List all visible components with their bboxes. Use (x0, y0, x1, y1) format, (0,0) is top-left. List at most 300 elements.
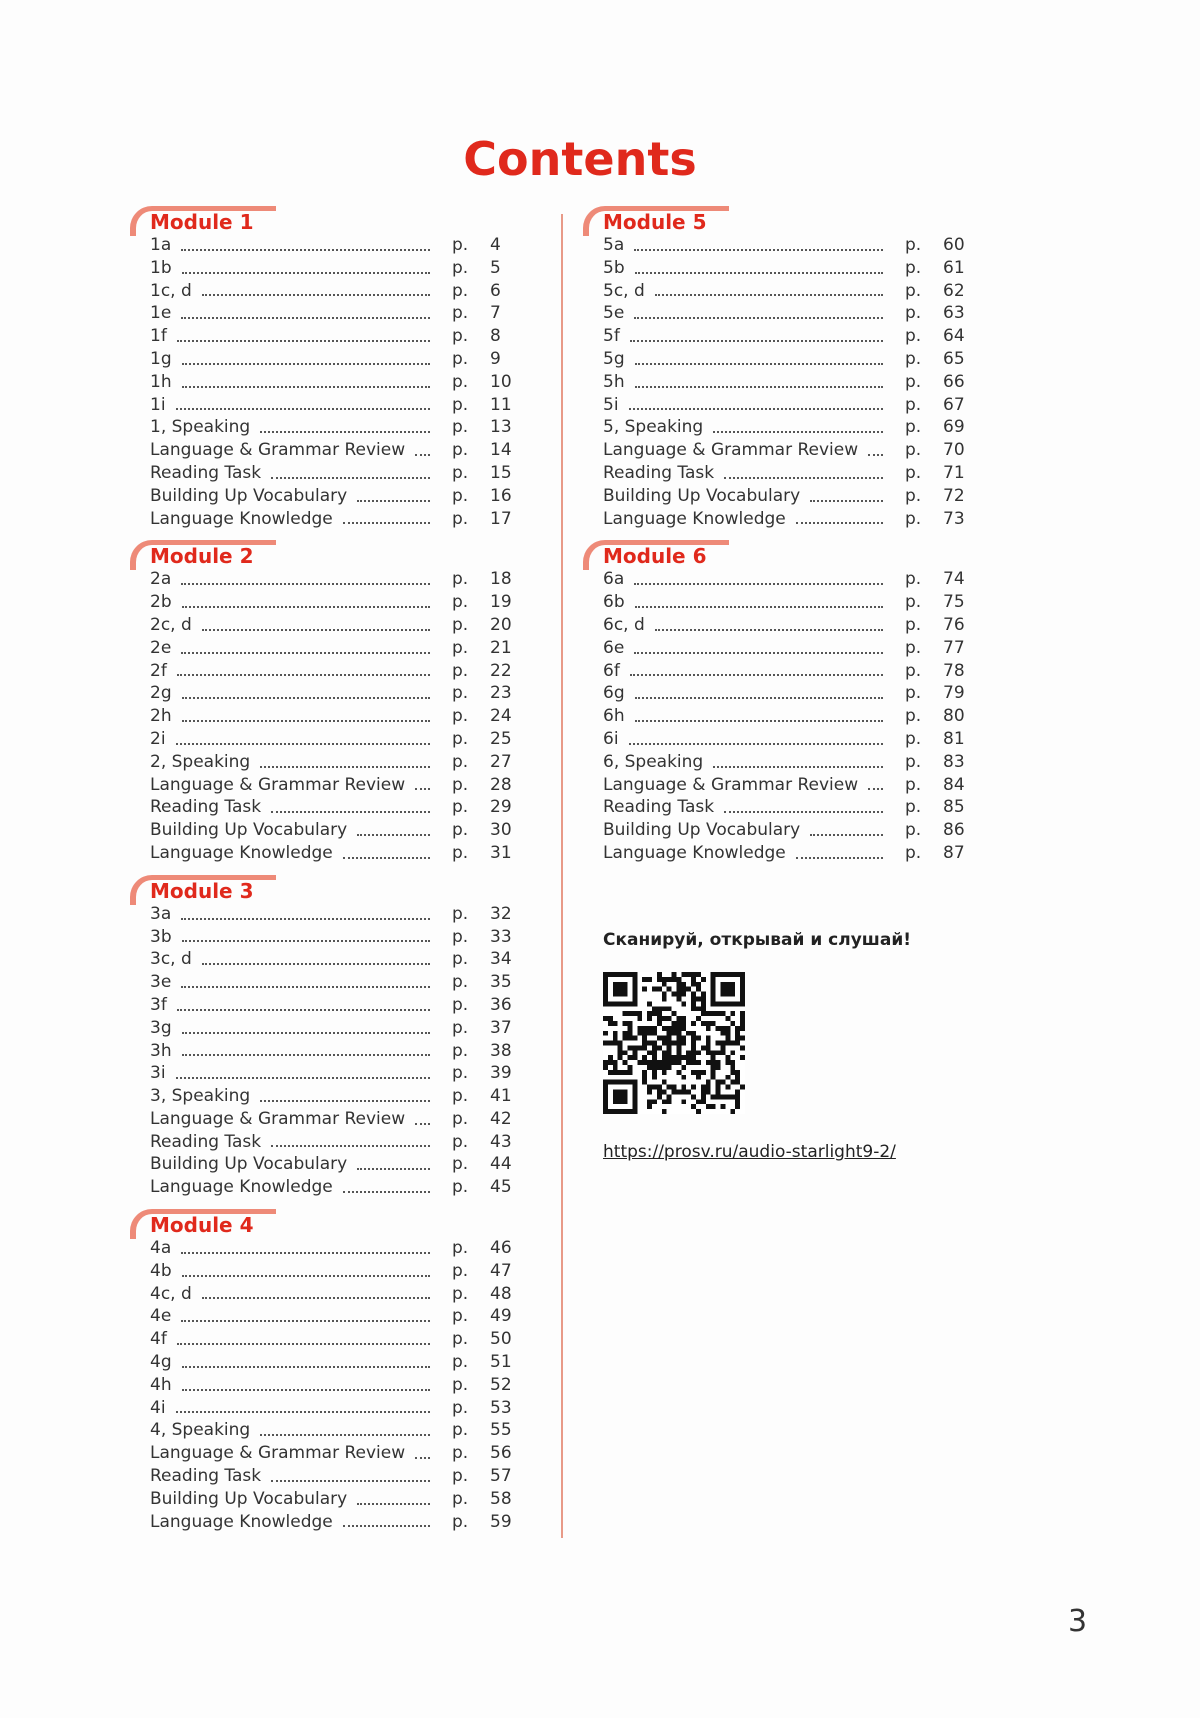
entry-page-number: 84 (943, 774, 965, 795)
module-heading (583, 540, 983, 568)
entry-label-group (583, 462, 905, 485)
toc-entry[interactable] (130, 1419, 530, 1442)
toc-entry[interactable] (130, 705, 530, 728)
dot-leader (181, 912, 430, 920)
toc-entry[interactable] (130, 1017, 530, 1040)
page-prefix: p. (452, 1017, 469, 1038)
entry-label-group (583, 485, 905, 508)
page-prefix: p. (452, 820, 469, 841)
toc-entry[interactable] (130, 1131, 530, 1154)
entry-label: 1, Speaking (150, 417, 251, 438)
entry-label: 5, Speaking (603, 417, 704, 438)
entry-label: 4c, d (150, 1283, 192, 1304)
page-prefix: p. (905, 440, 922, 461)
toc-entry[interactable] (130, 1511, 530, 1534)
page-prefix: p. (905, 592, 922, 613)
dot-leader (202, 623, 430, 631)
module-section (130, 875, 530, 1199)
toc-entry[interactable] (130, 439, 530, 462)
page-prefix: p. (452, 462, 469, 483)
entry-label-group (583, 371, 905, 394)
entry-label-group (130, 234, 452, 257)
toc-entry[interactable] (130, 660, 530, 683)
entry-page-number: 39 (490, 1063, 512, 1084)
toc-entry[interactable] (130, 1488, 530, 1511)
toc-entry[interactable] (130, 1085, 530, 1108)
entry-label: Language & Grammar Review (150, 1443, 406, 1464)
entry-label: 6i (603, 728, 619, 749)
entry-page-number: 81 (943, 728, 965, 749)
page-prefix: p. (905, 774, 922, 795)
toc-entry[interactable] (130, 903, 530, 926)
column-divider (561, 214, 563, 1538)
entry-label: 1i (150, 394, 166, 415)
entry-label: 1h (150, 371, 172, 392)
module-title: Module 6 (603, 544, 707, 569)
toc-entry[interactable] (583, 660, 983, 683)
entry-label: 4g (150, 1352, 172, 1373)
toc-entry[interactable] (130, 819, 530, 842)
entry-label: 5a (603, 235, 625, 255)
entry-label: 5i (603, 394, 619, 415)
entry-label-group (130, 280, 452, 303)
page-prefix: p. (452, 614, 469, 635)
toc-entry[interactable] (583, 234, 983, 257)
entry-page-number: 51 (490, 1352, 512, 1373)
entry-label: Language & Grammar Review (150, 1108, 406, 1129)
toc-entry[interactable] (583, 485, 983, 508)
toc-entry[interactable] (583, 508, 983, 531)
page-prefix: p. (452, 926, 469, 947)
page-prefix: p. (452, 1283, 469, 1304)
entry-label: 5h (603, 371, 625, 392)
toc-entry[interactable] (583, 637, 983, 660)
entry-page-number: 43 (490, 1131, 512, 1152)
toc-entry[interactable] (130, 774, 530, 797)
entry-label-group (583, 439, 905, 462)
toc-entry[interactable] (130, 325, 530, 348)
module-heading (130, 540, 530, 568)
page-prefix: p. (452, 1040, 469, 1061)
toc-entry[interactable] (583, 796, 983, 819)
entry-page-number: 78 (943, 660, 965, 681)
dot-leader (634, 243, 883, 251)
entry-label: Building Up Vocabulary (603, 485, 801, 506)
toc-entry[interactable] (130, 1040, 530, 1063)
entry-label-group (130, 1131, 452, 1154)
module-heading (130, 1209, 530, 1237)
entry-label: 2, Speaking (150, 751, 251, 772)
entry-label: 4i (150, 1397, 166, 1418)
page-prefix: p. (452, 1488, 469, 1509)
dot-leader (182, 357, 430, 365)
toc-entry[interactable] (130, 1176, 530, 1199)
entry-label: Language & Grammar Review (150, 440, 406, 461)
toc-entry[interactable] (583, 280, 983, 303)
dot-leader (182, 1383, 430, 1391)
dot-leader (271, 471, 430, 479)
page-prefix: p. (452, 1086, 469, 1107)
entry-label: 5f (603, 326, 620, 347)
entry-label-group (130, 1442, 452, 1465)
entry-page-number: 44 (490, 1154, 512, 1175)
entry-label-group (130, 660, 452, 683)
toc-entry[interactable] (130, 971, 530, 994)
entry-label: Reading Task (150, 462, 262, 483)
page-prefix: p. (452, 972, 469, 993)
entry-label: Reading Task (150, 1466, 262, 1487)
entry-page-number: 41 (490, 1086, 512, 1107)
toc-entry[interactable] (130, 682, 530, 705)
toc-entry[interactable] (130, 508, 530, 531)
toc-entry[interactable] (583, 394, 983, 417)
dot-leader (260, 760, 430, 768)
toc-entry[interactable] (583, 439, 983, 462)
page-prefix: p. (452, 994, 469, 1015)
entry-label-group (130, 257, 452, 280)
toc-entry[interactable] (130, 1442, 530, 1465)
entry-label-group (583, 614, 905, 637)
page-prefix: p. (452, 1238, 469, 1259)
entry-page-number: 10 (490, 371, 512, 392)
entry-label: Building Up Vocabulary (150, 485, 348, 506)
entry-page-number: 34 (490, 949, 512, 970)
toc-entry[interactable] (130, 796, 530, 819)
page-prefix: p. (905, 728, 922, 749)
page-prefix: p. (452, 751, 469, 772)
page-prefix: p. (452, 1063, 469, 1084)
dot-leader (176, 737, 430, 745)
module-section (583, 206, 983, 530)
dot-leader (713, 760, 883, 768)
dot-leader (177, 1003, 430, 1011)
entry-label-group (130, 994, 452, 1017)
entry-label-group (130, 371, 452, 394)
entry-label-group (583, 348, 905, 371)
entry-label: 2h (150, 706, 172, 727)
entry-label-group (583, 568, 905, 591)
toc-entry[interactable] (130, 485, 530, 508)
entry-label-group (130, 682, 452, 705)
dot-leader (202, 957, 430, 965)
entry-label-group (130, 508, 452, 531)
entry-label-group (130, 416, 452, 439)
dot-leader (810, 494, 883, 502)
dot-leader (357, 1162, 430, 1170)
entry-page-number: 72 (943, 485, 965, 506)
toc-entry[interactable] (130, 1237, 530, 1260)
toc-entry[interactable] (583, 751, 983, 774)
toc-entry[interactable] (130, 280, 530, 303)
entry-label-group (130, 1108, 452, 1131)
entry-page-number: 32 (490, 903, 512, 924)
entry-label-group (130, 1062, 452, 1085)
entry-page-number: 42 (490, 1108, 512, 1129)
toc-entry[interactable] (130, 257, 530, 280)
toc-entry[interactable] (130, 1397, 530, 1420)
audio-link[interactable]: https://prosv.ru/audio-starlight9-2/ (603, 1142, 896, 1162)
toc-entry[interactable] (130, 926, 530, 949)
toc-entry[interactable] (130, 1374, 530, 1397)
page-prefix: p. (905, 751, 922, 772)
dot-leader (343, 851, 430, 859)
dot-leader (271, 805, 430, 813)
page-prefix: p. (452, 371, 469, 392)
dot-leader (796, 851, 883, 859)
toc-entry[interactable] (130, 568, 530, 591)
toc-entry[interactable] (583, 416, 983, 439)
dot-leader (176, 402, 430, 410)
page-prefix: p. (905, 660, 922, 681)
toc-entry[interactable] (130, 1062, 530, 1085)
page-prefix: p. (905, 280, 922, 301)
entry-label: 2a (150, 569, 172, 590)
entry-label-group (130, 614, 452, 637)
entry-page-number: 18 (490, 569, 512, 590)
page-number: 3 (1068, 1604, 1088, 1639)
entry-label-group (130, 1260, 452, 1283)
toc-entry[interactable] (130, 1351, 530, 1374)
toc-entry[interactable] (130, 1328, 530, 1351)
toc-entry[interactable] (130, 1465, 530, 1488)
entry-label-group (130, 1374, 452, 1397)
page-prefix: p. (905, 462, 922, 483)
entry-label: 1c, d (150, 280, 192, 301)
toc-entry[interactable] (583, 591, 983, 614)
dot-leader (630, 334, 883, 342)
dot-leader (182, 266, 430, 274)
entry-page-number: 55 (490, 1420, 512, 1441)
entry-label: 4f (150, 1329, 167, 1350)
entry-label-group (130, 394, 452, 417)
entry-page-number: 7 (490, 303, 501, 324)
toc-entry[interactable] (130, 371, 530, 394)
toc-entry[interactable] (583, 257, 983, 280)
entry-label: 3e (150, 972, 172, 993)
entry-page-number: 70 (943, 440, 965, 461)
dot-leader (343, 516, 430, 524)
dot-leader (343, 1185, 430, 1193)
dot-leader (176, 1405, 430, 1413)
page-prefix: p. (905, 706, 922, 727)
toc-entry[interactable] (583, 705, 983, 728)
entry-label-group (130, 302, 452, 325)
toc-entry[interactable] (583, 348, 983, 371)
entry-page-number: 5 (490, 257, 501, 278)
dot-leader (635, 266, 883, 274)
entry-page-number: 87 (943, 842, 965, 863)
dot-leader (635, 714, 883, 722)
entry-label: Language & Grammar Review (603, 774, 859, 795)
entry-label-group (130, 1085, 452, 1108)
entry-page-number: 66 (943, 371, 965, 392)
toc-entry[interactable] (130, 1283, 530, 1306)
page-prefix: p. (452, 1108, 469, 1129)
entry-label: 6e (603, 637, 625, 658)
dot-leader (357, 494, 430, 502)
toc-entry[interactable] (130, 234, 530, 257)
entry-label-group (130, 1488, 452, 1511)
entry-label-group (130, 1017, 452, 1040)
entry-label-group (583, 774, 905, 797)
entry-label-group (583, 394, 905, 417)
entry-label: 5g (603, 348, 625, 369)
entry-label: 2f (150, 660, 167, 681)
toc-entry[interactable] (583, 462, 983, 485)
toc-entry[interactable] (583, 568, 983, 591)
dot-leader (343, 1519, 430, 1527)
toc-entry[interactable] (583, 302, 983, 325)
toc-entry[interactable] (130, 637, 530, 660)
toc-entry[interactable] (583, 371, 983, 394)
entry-label: 4a (150, 1238, 172, 1259)
page-prefix: p. (452, 1511, 469, 1532)
entry-page-number: 33 (490, 926, 512, 947)
dot-leader (415, 782, 430, 790)
entry-label-group (583, 508, 905, 531)
toc-entry[interactable] (583, 682, 983, 705)
entry-page-number: 77 (943, 637, 965, 658)
entry-label-group (130, 926, 452, 949)
toc-entry[interactable] (130, 842, 530, 865)
toc-entry[interactable] (130, 1260, 530, 1283)
entry-page-number: 59 (490, 1511, 512, 1532)
toc-entry[interactable] (583, 614, 983, 637)
entry-label-group (130, 485, 452, 508)
dot-leader (181, 311, 430, 319)
entry-page-number: 4 (490, 235, 501, 255)
toc-entry[interactable] (130, 751, 530, 774)
entry-label-group (130, 439, 452, 462)
entry-page-number: 47 (490, 1260, 512, 1281)
entry-label: 1g (150, 348, 172, 369)
entry-label: 6h (603, 706, 625, 727)
entry-label: Building Up Vocabulary (150, 1488, 348, 1509)
toc-entry[interactable] (130, 302, 530, 325)
entry-page-number: 85 (943, 797, 965, 818)
entry-page-number: 11 (490, 394, 512, 415)
page-prefix: p. (905, 394, 922, 415)
entry-label-group (130, 728, 452, 751)
qr-code-icon[interactable] (603, 972, 745, 1114)
toc-entry[interactable] (583, 728, 983, 751)
page-prefix: p. (452, 417, 469, 438)
toc-entry[interactable] (130, 462, 530, 485)
page-prefix: p. (452, 660, 469, 681)
toc-entry[interactable] (130, 1153, 530, 1176)
module-title: Module 1 (150, 210, 254, 234)
page-prefix: p. (452, 508, 469, 529)
dot-leader (181, 980, 430, 988)
page-prefix: p. (452, 1306, 469, 1327)
entry-label: Building Up Vocabulary (603, 820, 801, 841)
toc-entry[interactable] (130, 948, 530, 971)
entry-label-group (130, 568, 452, 591)
page-prefix: p. (452, 1154, 469, 1175)
dot-leader (202, 1291, 430, 1299)
dot-leader (182, 600, 430, 608)
page-prefix: p. (452, 1397, 469, 1418)
toc-entry[interactable] (583, 774, 983, 797)
dot-leader (177, 334, 430, 342)
dot-leader (634, 577, 883, 585)
entry-label-group (583, 819, 905, 842)
entry-label-group (130, 591, 452, 614)
toc-entry[interactable] (130, 1108, 530, 1131)
dot-leader (724, 471, 883, 479)
toc-entry[interactable] (130, 614, 530, 637)
entry-label: Language & Grammar Review (603, 440, 859, 461)
page-prefix: p. (452, 326, 469, 347)
dot-leader (181, 1246, 430, 1254)
toc-entry[interactable] (130, 994, 530, 1017)
entry-label: 2g (150, 683, 172, 704)
entry-label: 5c, d (603, 280, 645, 301)
module-section (583, 540, 983, 864)
entry-page-number: 56 (490, 1443, 512, 1464)
dot-leader (182, 1026, 430, 1034)
dot-leader (634, 646, 883, 654)
page-prefix: p. (905, 235, 922, 255)
dot-leader (357, 1497, 430, 1505)
dot-leader (796, 516, 883, 524)
dot-leader (182, 714, 430, 722)
entry-label-group (583, 705, 905, 728)
entry-label-group (130, 1176, 452, 1199)
toc-entry[interactable] (583, 842, 983, 865)
entry-page-number: 76 (943, 614, 965, 635)
page-prefix: p. (905, 508, 922, 529)
dot-leader (181, 243, 430, 251)
toc-entry[interactable] (583, 819, 983, 842)
entry-label-group (130, 1328, 452, 1351)
page-prefix: p. (452, 1131, 469, 1152)
entry-label-group (130, 705, 452, 728)
entry-page-number: 53 (490, 1397, 512, 1418)
dot-leader (357, 828, 430, 836)
page-prefix: p. (905, 842, 922, 863)
entry-label: 4h (150, 1374, 172, 1395)
entry-page-number: 62 (943, 280, 965, 301)
entry-page-number: 63 (943, 303, 965, 324)
entry-label: 6f (603, 660, 620, 681)
entry-label-group (130, 903, 452, 926)
toc-entry[interactable] (130, 728, 530, 751)
entry-label-group (583, 751, 905, 774)
entry-page-number: 61 (943, 257, 965, 278)
entry-page-number: 29 (490, 797, 512, 818)
toc-entry[interactable] (130, 416, 530, 439)
page-prefix: p. (905, 485, 922, 506)
entry-page-number: 58 (490, 1488, 512, 1509)
module-title: Module 4 (150, 1213, 254, 1238)
toc-entry[interactable] (130, 394, 530, 417)
toc-entry[interactable] (130, 591, 530, 614)
dot-leader (415, 1117, 430, 1125)
toc-entry[interactable] (130, 1305, 530, 1328)
entry-label: 2b (150, 592, 172, 613)
toc-entry[interactable] (130, 348, 530, 371)
page-prefix: p. (452, 280, 469, 301)
dot-leader (181, 1314, 430, 1322)
entry-label-group (583, 302, 905, 325)
entry-label-group (130, 637, 452, 660)
toc-entry[interactable] (583, 325, 983, 348)
module-heading (583, 206, 983, 234)
entry-label: 1e (150, 303, 172, 324)
entry-page-number: 57 (490, 1466, 512, 1487)
page-prefix: p. (452, 1374, 469, 1395)
